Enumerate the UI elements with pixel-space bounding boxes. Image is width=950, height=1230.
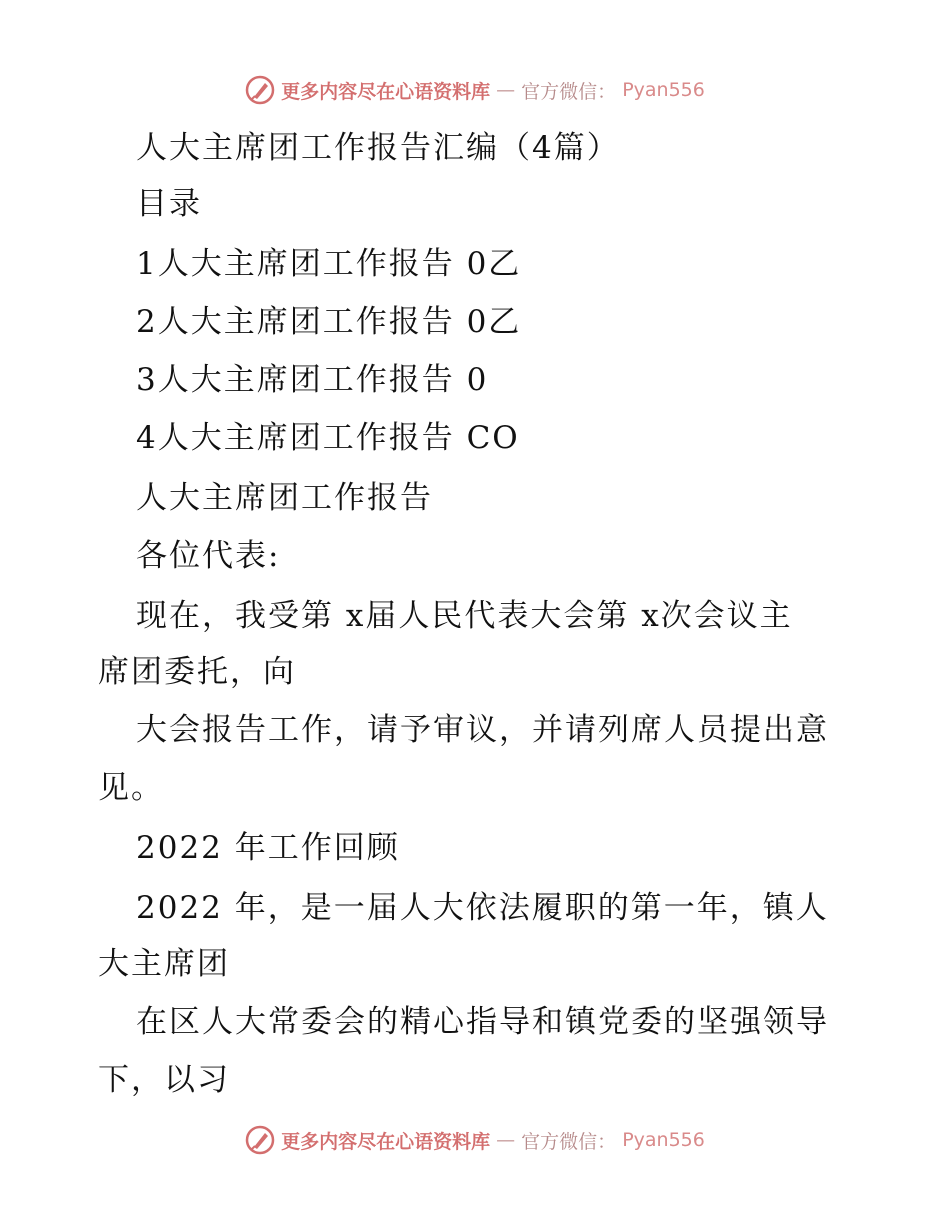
watermark-main-text: 更多内容尽在心语资料库 <box>281 80 491 103</box>
paragraph-1-line-2: 席团委托，向 <box>98 654 296 690</box>
paragraph-3-line-1: 2022 年，是一届人大依法履职的第一年，镇人 <box>136 890 829 926</box>
watermark-separator: — <box>496 1129 516 1151</box>
salutation: 各位代表: <box>136 538 281 574</box>
watermark-wechat-id: Pyan556 <box>622 79 705 101</box>
watermark-wechat-id: Pyan556 <box>622 1129 705 1151</box>
toc-heading: 目录 <box>136 186 202 222</box>
document-title: 人大主席团工作报告汇编（4篇） <box>136 130 620 166</box>
watermark-wechat-label: 官方微信： <box>521 80 617 103</box>
section-title: 人大主席团工作报告 <box>136 480 433 516</box>
toc-item-1: 1人大主席团工作报告 0乙 <box>136 246 522 282</box>
watermark-header <box>0 72 950 108</box>
paragraph-1-line-1: 现在，我受第 x届人民代表大会第 x次会议主 <box>136 598 793 634</box>
watermark-footer <box>0 1122 950 1158</box>
toc-item-2: 2人大主席团工作报告 0乙 <box>136 304 522 340</box>
paragraph-4-line-1: 在区人大常委会的精心指导和镇党委的坚强领导 <box>136 1004 829 1040</box>
paragraph-2-line-1: 大会报告工作，请予审议，并请列席人员提出意 <box>136 712 829 748</box>
quill-pen-icon <box>245 1125 275 1155</box>
paragraph-2-line-2: 见。 <box>98 770 164 806</box>
paragraph-4-line-2: 下，以习 <box>98 1062 230 1098</box>
quill-pen-icon <box>245 75 275 105</box>
toc-item-4: 4人大主席团工作报告 CO <box>136 420 520 456</box>
watermark-main-text: 更多内容尽在心语资料库 <box>281 1130 491 1153</box>
heading-review: 2022 年工作回顾 <box>136 830 400 866</box>
toc-item-3: 3人大主席团工作报告 0 <box>136 362 489 398</box>
watermark-separator: — <box>496 79 516 101</box>
paragraph-3-line-2: 大主席团 <box>98 946 230 982</box>
watermark-wechat-label: 官方微信： <box>521 1130 617 1153</box>
